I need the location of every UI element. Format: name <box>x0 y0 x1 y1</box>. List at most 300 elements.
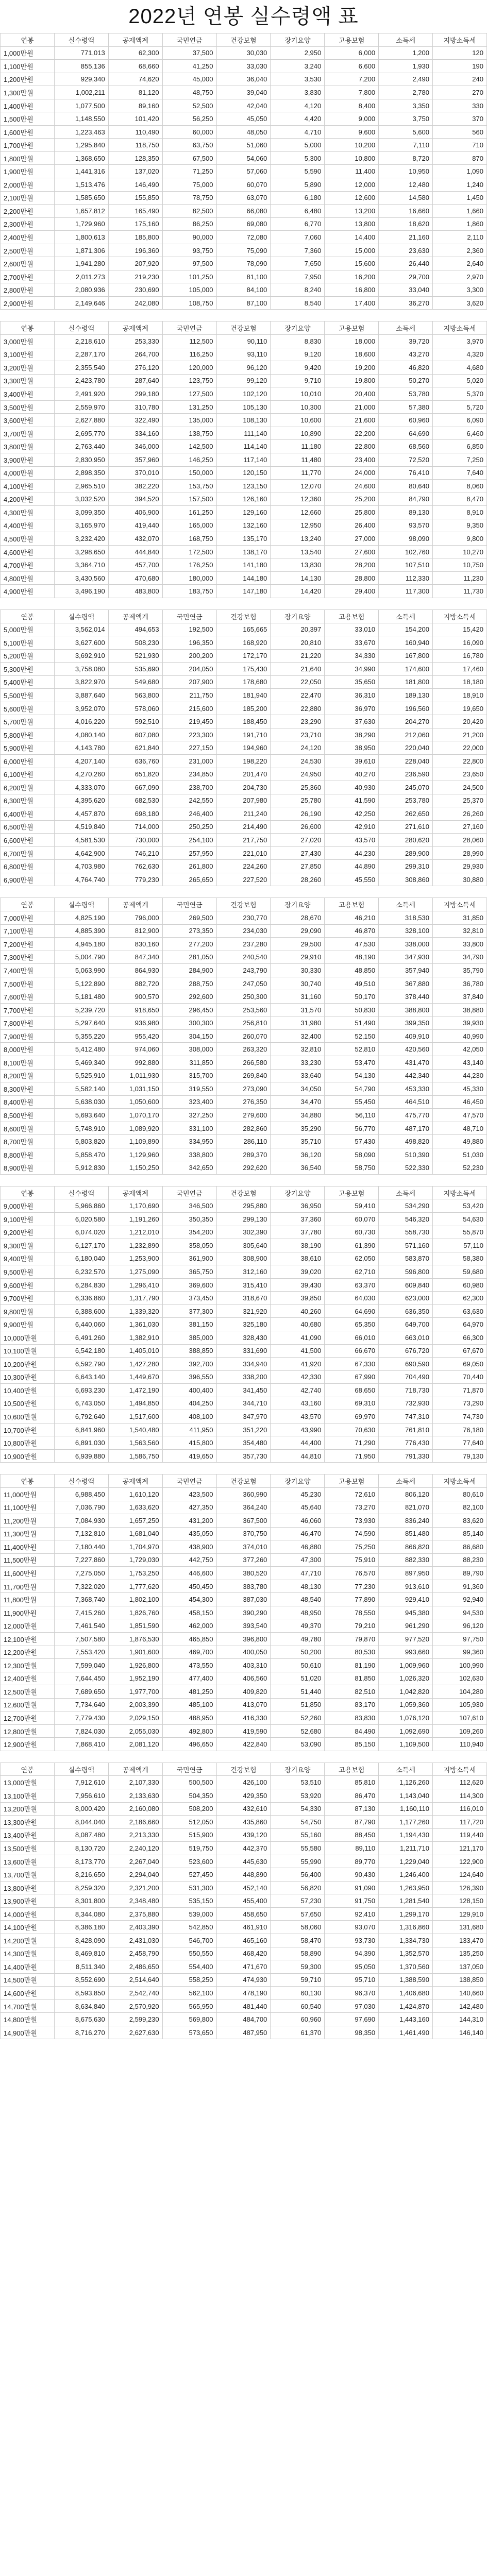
value-cell: 292,620 <box>216 1161 271 1175</box>
value-cell: 198,220 <box>216 754 271 768</box>
value-cell: 107,610 <box>433 1711 487 1725</box>
salary-cell: 6,500만원 <box>1 820 55 834</box>
salary-cell: 3,400만원 <box>1 387 55 401</box>
salary-cell: 6,000만원 <box>1 754 55 768</box>
value-cell: 153,750 <box>162 480 216 493</box>
salary-table-section <box>0 33 487 310</box>
value-cell: 558,250 <box>162 1973 216 1987</box>
value-cell: 1,802,100 <box>108 1593 162 1606</box>
value-cell: 189,130 <box>379 689 433 702</box>
salary-cell: 6,700만원 <box>1 846 55 860</box>
value-cell: 167,800 <box>379 649 433 663</box>
table-row <box>1 1698 487 1711</box>
value-cell: 383,780 <box>216 1580 271 1593</box>
value-cell: 380,520 <box>216 1567 271 1580</box>
table-row <box>1 1436 487 1450</box>
value-cell: 458,150 <box>162 1606 216 1619</box>
value-cell: 9,800 <box>433 532 487 546</box>
value-cell: 78,750 <box>162 191 216 205</box>
value-cell: 1,316,860 <box>379 1921 433 1934</box>
column-header: 장기요양 <box>271 1475 325 1488</box>
value-cell: 39,020 <box>271 1265 325 1279</box>
column-header: 건강보험 <box>216 1762 271 1776</box>
value-cell: 1,585,650 <box>54 191 108 205</box>
value-cell: 52,260 <box>271 1711 325 1725</box>
value-cell: 10,890 <box>271 427 325 440</box>
salary-cell: 10,300만원 <box>1 1370 55 1384</box>
value-cell: 649,700 <box>379 1318 433 1331</box>
table-row <box>1 453 487 466</box>
value-cell: 5,020 <box>433 374 487 387</box>
column-header: 실수령액 <box>54 321 108 335</box>
value-cell: 12,000 <box>325 178 379 192</box>
value-cell: 29,400 <box>325 585 379 598</box>
value-cell: 2,149,646 <box>54 296 108 310</box>
value-cell: 393,540 <box>216 1619 271 1633</box>
column-header: 국민연금 <box>162 321 216 335</box>
value-cell: 7,507,580 <box>54 1632 108 1646</box>
value-cell: 73,270 <box>325 1501 379 1514</box>
table-header-row <box>1 1475 487 1488</box>
value-cell: 11,400 <box>325 165 379 178</box>
table-row <box>1 1828 487 1842</box>
value-cell: 381,150 <box>162 1318 216 1331</box>
value-cell: 68,660 <box>108 60 162 73</box>
value-cell: 776,430 <box>379 1436 433 1450</box>
value-cell: 578,060 <box>108 702 162 715</box>
value-cell: 45,640 <box>271 1501 325 1514</box>
value-cell: 6,074,020 <box>54 1226 108 1239</box>
value-cell: 89,160 <box>108 99 162 112</box>
column-header: 공제액계 <box>108 1475 162 1488</box>
value-cell: 350,350 <box>162 1213 216 1226</box>
value-cell: 1,177,260 <box>379 1816 433 1829</box>
value-cell: 39,040 <box>216 86 271 99</box>
column-header: 건강보험 <box>216 609 271 623</box>
value-cell: 43,990 <box>271 1423 325 1436</box>
value-cell: 65,350 <box>325 1318 379 1331</box>
value-cell: 31,980 <box>271 1016 325 1030</box>
value-cell: 462,000 <box>162 1619 216 1633</box>
value-cell: 71,870 <box>433 1384 487 1397</box>
value-cell: 75,250 <box>325 1540 379 1554</box>
value-cell: 127,500 <box>162 387 216 401</box>
value-cell: 14,420 <box>271 585 325 598</box>
value-cell: 23,710 <box>271 728 325 741</box>
salary-table <box>0 897 487 1174</box>
column-header: 건강보험 <box>216 898 271 911</box>
value-cell: 455,400 <box>216 1894 271 1908</box>
value-cell: 71,950 <box>325 1449 379 1463</box>
table-row <box>1 519 487 532</box>
value-cell: 266,580 <box>216 1056 271 1070</box>
value-cell: 22,800 <box>433 754 487 768</box>
table-row <box>1 1148 487 1161</box>
value-cell: 85,140 <box>433 1527 487 1540</box>
value-cell: 488,950 <box>162 1711 216 1725</box>
value-cell: 993,660 <box>379 1646 433 1659</box>
value-cell: 119,440 <box>433 1828 487 1842</box>
value-cell: 138,850 <box>433 1973 487 1987</box>
value-cell: 746,210 <box>108 846 162 860</box>
salary-cell: 9,500만원 <box>1 1265 55 1279</box>
salary-cell: 4,000만원 <box>1 466 55 480</box>
value-cell: 583,870 <box>379 1252 433 1265</box>
salary-table-section <box>0 609 487 886</box>
salary-cell: 9,900만원 <box>1 1318 55 1331</box>
value-cell: 2,029,150 <box>108 1711 162 1725</box>
salary-cell: 9,800만원 <box>1 1304 55 1318</box>
value-cell: 79,130 <box>433 1449 487 1463</box>
value-cell: 342,650 <box>162 1161 216 1175</box>
value-cell: 117,720 <box>433 1816 487 1829</box>
value-cell: 4,519,840 <box>54 820 108 834</box>
salary-cell: 3,500만원 <box>1 400 55 414</box>
value-cell: 22,880 <box>271 702 325 715</box>
table-row <box>1 1580 487 1593</box>
salary-cell: 6,800만원 <box>1 860 55 873</box>
value-cell: 16,660 <box>379 205 433 218</box>
value-cell: 1,109,500 <box>379 1738 433 1751</box>
value-cell: 204,050 <box>162 663 216 676</box>
value-cell: 2,599,230 <box>108 2013 162 2026</box>
value-cell: 439,120 <box>216 1828 271 1842</box>
value-cell: 93,570 <box>379 519 433 532</box>
value-cell: 17,460 <box>433 663 487 676</box>
column-header: 국민연금 <box>162 898 216 911</box>
section-spacer <box>0 1463 487 1474</box>
value-cell: 271,610 <box>379 820 433 834</box>
value-cell: 39,930 <box>433 1016 487 1030</box>
value-cell: 25,360 <box>271 781 325 794</box>
column-header: 실수령액 <box>54 33 108 47</box>
value-cell: 221,010 <box>216 846 271 860</box>
value-cell: 46,450 <box>433 1095 487 1109</box>
value-cell: 851,480 <box>379 1527 433 1540</box>
value-cell: 246,400 <box>162 807 216 821</box>
value-cell: 150,000 <box>162 466 216 480</box>
table-row <box>1 244 487 257</box>
value-cell: 8,301,800 <box>54 1894 108 1908</box>
value-cell: 45,330 <box>433 1082 487 1096</box>
value-cell: 531,300 <box>162 1881 216 1894</box>
value-cell: 435,860 <box>216 1816 271 1829</box>
value-cell: 7,322,020 <box>54 1580 108 1593</box>
value-cell: 338,800 <box>162 1148 216 1161</box>
salary-cell: 2,100만원 <box>1 191 55 205</box>
column-header: 공제액계 <box>108 33 162 47</box>
value-cell: 188,450 <box>216 715 271 728</box>
value-cell: 84,490 <box>325 1724 379 1738</box>
value-cell: 487,950 <box>216 2026 271 2039</box>
column-header: 장기요양 <box>271 321 325 335</box>
value-cell: 1,042,820 <box>379 1685 433 1699</box>
value-cell: 110,940 <box>433 1738 487 1751</box>
value-cell: 347,930 <box>379 951 433 964</box>
value-cell: 364,240 <box>216 1501 271 1514</box>
value-cell: 400,050 <box>216 1646 271 1659</box>
value-cell: 1,472,190 <box>108 1384 162 1397</box>
value-cell: 2,431,030 <box>108 1934 162 1947</box>
value-cell: 1,633,620 <box>108 1501 162 1514</box>
value-cell: 6,600 <box>325 60 379 73</box>
value-cell: 175,160 <box>108 217 162 231</box>
table-row <box>1 1003 487 1016</box>
value-cell: 5,582,140 <box>54 1082 108 1096</box>
value-cell: 2,640 <box>433 257 487 270</box>
salary-cell: 1,500만원 <box>1 112 55 126</box>
value-cell: 20,810 <box>271 636 325 650</box>
value-cell: 1,317,790 <box>108 1292 162 1305</box>
value-cell: 542,850 <box>162 1921 216 1934</box>
value-cell: 28,200 <box>325 558 379 572</box>
value-cell: 1,871,306 <box>54 244 108 257</box>
value-cell: 361,900 <box>162 1252 216 1265</box>
value-cell: 7,644,450 <box>54 1672 108 1685</box>
value-cell: 408,100 <box>162 1410 216 1423</box>
table-row <box>1 1999 487 2013</box>
value-cell: 1,246,400 <box>379 1868 433 1882</box>
value-cell: 36,540 <box>271 1161 325 1175</box>
value-cell: 465,160 <box>216 1934 271 1947</box>
value-cell: 7,956,610 <box>54 1789 108 1803</box>
value-cell: 207,900 <box>162 675 216 689</box>
salary-cell: 11,900만원 <box>1 1606 55 1619</box>
value-cell: 1,212,010 <box>108 1226 162 1239</box>
value-cell: 63,630 <box>433 1304 487 1318</box>
value-cell: 325,180 <box>216 1318 271 1331</box>
value-cell: 406,560 <box>216 1672 271 1685</box>
value-cell: 6,480 <box>271 205 325 218</box>
value-cell: 69,310 <box>325 1397 379 1410</box>
value-cell: 60,960 <box>271 2013 325 2026</box>
value-cell: 24,500 <box>433 781 487 794</box>
value-cell: 175,430 <box>216 663 271 676</box>
table-row <box>1 689 487 702</box>
value-cell: 452,140 <box>216 1881 271 1894</box>
value-cell: 59,710 <box>271 1973 325 1987</box>
value-cell: 15,420 <box>433 623 487 636</box>
salary-cell: 8,000만원 <box>1 1043 55 1056</box>
value-cell: 444,840 <box>108 545 162 558</box>
salary-cell: 8,400만원 <box>1 1095 55 1109</box>
table-row <box>1 1213 487 1226</box>
value-cell: 78,090 <box>216 257 271 270</box>
value-cell: 3,032,520 <box>54 493 108 506</box>
value-cell: 60,070 <box>216 178 271 192</box>
value-cell: 112,330 <box>379 571 433 585</box>
table-row <box>1 1842 487 1855</box>
value-cell: 663,010 <box>379 1331 433 1344</box>
value-cell: 204,730 <box>216 781 271 794</box>
table-row <box>1 348 487 361</box>
salary-cell: 14,200만원 <box>1 1934 55 1947</box>
value-cell: 1,031,150 <box>108 1082 162 1096</box>
value-cell: 28,990 <box>433 846 487 860</box>
value-cell: 870 <box>433 151 487 165</box>
value-cell: 155,850 <box>108 191 162 205</box>
value-cell: 23,630 <box>379 244 433 257</box>
value-cell: 360,990 <box>216 1487 271 1501</box>
salary-cell: 5,000만원 <box>1 623 55 636</box>
value-cell: 464,510 <box>379 1095 433 1109</box>
value-cell: 108,130 <box>216 414 271 427</box>
value-cell: 245,070 <box>379 781 433 794</box>
table-row <box>1 558 487 572</box>
value-cell: 1,076,120 <box>379 1711 433 1725</box>
value-cell: 315,410 <box>216 1278 271 1292</box>
value-cell: 3,099,350 <box>54 506 108 519</box>
value-cell: 43,570 <box>325 834 379 847</box>
value-cell: 8,552,690 <box>54 1973 108 1987</box>
value-cell: 273,090 <box>216 1082 271 1096</box>
value-cell: 30,740 <box>271 977 325 990</box>
value-cell: 3,364,710 <box>54 558 108 572</box>
value-cell: 415,800 <box>162 1436 216 1450</box>
value-cell: 36,040 <box>216 73 271 86</box>
value-cell: 667,090 <box>108 781 162 794</box>
salary-cell: 10,600만원 <box>1 1410 55 1423</box>
value-cell: 112,500 <box>162 335 216 348</box>
value-cell: 67,990 <box>325 1370 379 1384</box>
value-cell: 28,670 <box>271 911 325 925</box>
column-header: 실수령액 <box>54 609 108 623</box>
value-cell: 7,060 <box>271 231 325 244</box>
value-cell: 8,216,650 <box>54 1868 108 1882</box>
value-cell: 1,368,650 <box>54 151 108 165</box>
value-cell: 22,000 <box>433 741 487 755</box>
value-cell: 33,670 <box>325 636 379 650</box>
value-cell: 183,750 <box>162 585 216 598</box>
column-header: 장기요양 <box>271 1186 325 1199</box>
salary-cell: 14,900만원 <box>1 2026 55 2039</box>
value-cell: 94,530 <box>433 1606 487 1619</box>
value-cell: 344,710 <box>216 1397 271 1410</box>
value-cell: 1,275,090 <box>108 1265 162 1279</box>
table-row <box>1 1973 487 1987</box>
value-cell: 11,230 <box>433 571 487 585</box>
column-header: 국민연금 <box>162 33 216 47</box>
value-cell: 481,440 <box>216 1999 271 2013</box>
salary-cell: 1,900만원 <box>1 165 55 178</box>
salary-cell: 12,500만원 <box>1 1685 55 1699</box>
table-row <box>1 1278 487 1292</box>
value-cell: 32,810 <box>433 924 487 938</box>
value-cell: 137,020 <box>108 165 162 178</box>
value-cell: 563,800 <box>108 689 162 702</box>
value-cell: 4,080,140 <box>54 728 108 741</box>
salary-cell: 11,200만원 <box>1 1514 55 1528</box>
value-cell: 46,470 <box>271 1527 325 1540</box>
value-cell: 21,200 <box>433 728 487 741</box>
value-cell: 53,090 <box>271 1738 325 1751</box>
value-cell: 93,070 <box>325 1921 379 1934</box>
value-cell: 201,470 <box>216 768 271 781</box>
value-cell: 51,850 <box>271 1698 325 1711</box>
value-cell: 53,420 <box>433 1199 487 1213</box>
value-cell: 2,218,610 <box>54 335 108 348</box>
value-cell: 2,965,510 <box>54 480 108 493</box>
value-cell: 331,690 <box>216 1344 271 1358</box>
value-cell: 2,458,790 <box>108 1947 162 1960</box>
salary-cell: 4,200만원 <box>1 493 55 506</box>
value-cell: 116,010 <box>433 1802 487 1816</box>
value-cell: 319,550 <box>162 1082 216 1096</box>
value-cell: 929,340 <box>54 73 108 86</box>
salary-cell: 3,100만원 <box>1 348 55 361</box>
table-row <box>1 1239 487 1252</box>
value-cell: 215,600 <box>162 702 216 715</box>
value-cell: 2,055,030 <box>108 1724 162 1738</box>
value-cell: 8,634,840 <box>54 1999 108 2013</box>
value-cell: 1,681,040 <box>108 1527 162 1540</box>
value-cell: 8,470 <box>433 493 487 506</box>
value-cell: 41,090 <box>271 1331 325 1344</box>
value-cell: 3,232,420 <box>54 532 108 546</box>
value-cell: 52,500 <box>162 99 216 112</box>
value-cell: 2,830,950 <box>54 453 108 466</box>
value-cell: 76,180 <box>433 1423 487 1436</box>
value-cell: 55,580 <box>271 1842 325 1855</box>
value-cell: 117,140 <box>216 453 271 466</box>
salary-cell: 6,600만원 <box>1 834 55 847</box>
value-cell: 41,500 <box>271 1344 325 1358</box>
value-cell: 11,480 <box>271 453 325 466</box>
value-cell: 39,430 <box>271 1278 325 1292</box>
value-cell: 5,000 <box>271 139 325 152</box>
table-row <box>1 506 487 519</box>
value-cell: 4,016,220 <box>54 715 108 728</box>
table-row <box>1 1304 487 1318</box>
value-cell: 247,050 <box>216 977 271 990</box>
table-row <box>1 649 487 663</box>
value-cell: 8,259,320 <box>54 1881 108 1894</box>
table-header-row <box>1 1186 487 1199</box>
value-cell: 55,450 <box>325 1095 379 1109</box>
value-cell: 370,010 <box>108 466 162 480</box>
value-cell: 279,600 <box>216 1109 271 1122</box>
salary-table <box>0 1474 487 1751</box>
salary-cell: 3,900만원 <box>1 453 55 466</box>
table-row <box>1 1738 487 1751</box>
column-header: 고용보험 <box>325 609 379 623</box>
table-row <box>1 2013 487 2026</box>
value-cell: 122,900 <box>433 1855 487 1868</box>
salary-cell: 5,400만원 <box>1 675 55 689</box>
value-cell: 445,630 <box>216 1855 271 1868</box>
value-cell: 5,693,640 <box>54 1109 108 1122</box>
value-cell: 16,800 <box>325 283 379 297</box>
salary-cell: 1,200만원 <box>1 73 55 86</box>
column-header: 공제액계 <box>108 1186 162 1199</box>
value-cell: 211,240 <box>216 807 271 821</box>
value-cell: 147,180 <box>216 585 271 598</box>
value-cell: 1,211,710 <box>379 1842 433 1855</box>
value-cell: 109,260 <box>433 1724 487 1738</box>
value-cell: 253,330 <box>108 335 162 348</box>
value-cell: 8,428,090 <box>54 1934 108 1947</box>
value-cell: 4,207,140 <box>54 754 108 768</box>
value-cell: 57,060 <box>216 165 271 178</box>
salary-cell: 9,100만원 <box>1 1213 55 1226</box>
value-cell: 404,250 <box>162 1397 216 1410</box>
column-header: 고용보험 <box>325 33 379 47</box>
salary-cell: 5,800만원 <box>1 728 55 741</box>
value-cell: 4,457,870 <box>54 807 108 821</box>
table-row <box>1 977 487 990</box>
value-cell: 55,870 <box>433 1226 487 1239</box>
table-row <box>1 1252 487 1265</box>
